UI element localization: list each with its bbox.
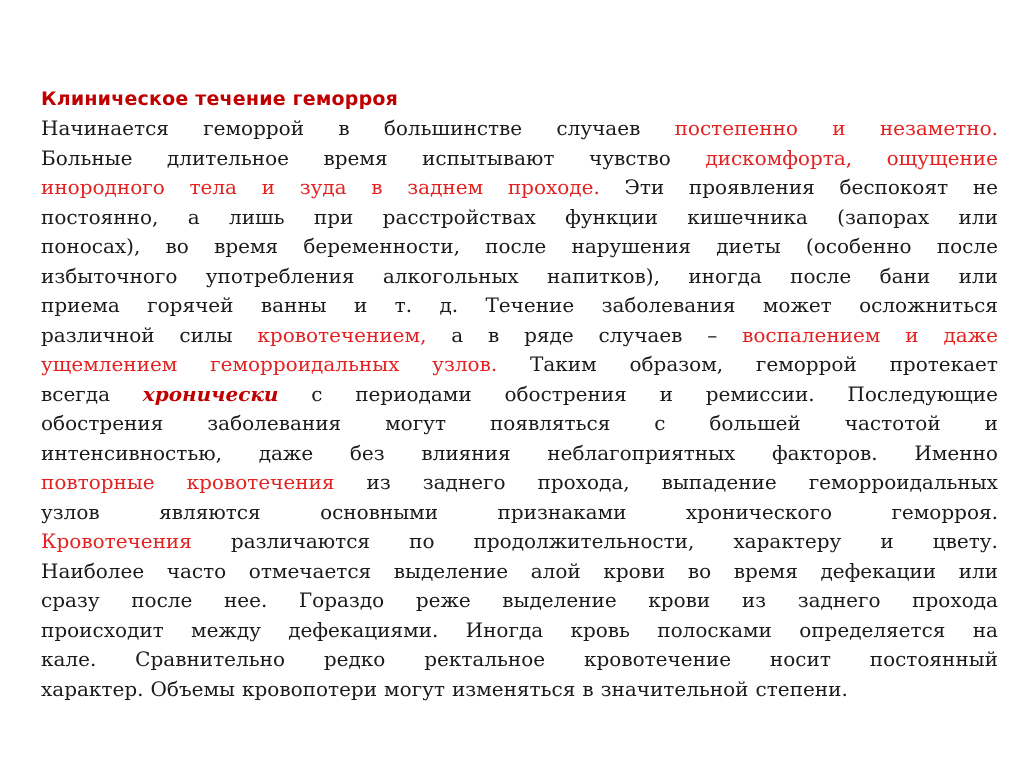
word: после (485, 234, 547, 258)
text-line (41, 380, 998, 410)
word: на (972, 617, 998, 642)
word: с (654, 411, 666, 435)
text-line (41, 232, 998, 262)
word: по (409, 529, 435, 553)
word: д. (439, 293, 459, 317)
highlighted-word: Кровотечения (41, 529, 192, 553)
word: лишь (228, 204, 285, 229)
word: могут (384, 676, 445, 701)
word: беспокоят (839, 175, 949, 199)
word: силы (179, 322, 233, 347)
word: и (659, 381, 673, 406)
word: кровопотери (241, 676, 378, 701)
text-line (41, 498, 998, 528)
word: носит (769, 647, 831, 671)
word: ванны (260, 293, 327, 317)
word: частотой (844, 411, 941, 435)
word: Течение (485, 293, 575, 317)
word: кале. (41, 647, 97, 671)
word: (запорах (837, 204, 930, 229)
word: происходит (41, 617, 164, 642)
word: а (451, 322, 464, 347)
word: цвету. (932, 529, 998, 553)
word: признаками (497, 499, 627, 524)
word: кровотечение (583, 647, 732, 671)
word: а (187, 204, 200, 229)
word: не (972, 175, 998, 199)
word: геморрой (755, 352, 857, 376)
word: Иногда (465, 617, 544, 642)
word: – (707, 322, 718, 347)
word: сразу (41, 588, 100, 612)
highlighted-word: узлов. (432, 352, 498, 376)
word: в (488, 322, 500, 347)
highlighted-word: незаметно. (879, 116, 998, 140)
word: Начинается (41, 116, 169, 140)
word: полосками (657, 617, 772, 642)
word: случаев (556, 116, 641, 140)
word: употребления (205, 263, 355, 288)
word: и (880, 529, 894, 553)
highlighted-word: проходе. (507, 175, 600, 199)
text-line (41, 262, 998, 292)
text-line (41, 616, 998, 646)
highlighted-word: и (832, 116, 846, 140)
word: Наиболее (41, 558, 145, 583)
highlighted-word: постепенно (674, 116, 798, 140)
text-line (41, 350, 998, 380)
word: геморроидальных (808, 470, 998, 494)
word: иногда (688, 263, 762, 288)
word: всегда (41, 381, 111, 406)
word: обострения (41, 411, 164, 435)
highlighted-word: зуда (299, 175, 347, 199)
word: прохода, (537, 470, 630, 494)
word: заболевания (207, 411, 342, 435)
word: и (984, 411, 998, 435)
word: Больные (41, 145, 133, 170)
word: т. (394, 293, 413, 317)
text-line (41, 675, 998, 705)
word: факторов. (772, 440, 878, 465)
highlighted-word: заднем (407, 175, 484, 199)
word: являются (159, 499, 261, 524)
word: прохода (912, 588, 998, 612)
word: дефекации (820, 558, 937, 583)
word: протекает (889, 352, 998, 376)
word: между (191, 617, 261, 642)
word: часто (166, 558, 227, 583)
word: проявления (688, 175, 815, 199)
word: выпадение (661, 470, 777, 494)
word: нее. (223, 588, 268, 612)
word: постоянно, (41, 204, 159, 229)
highlighted-word: и (905, 322, 919, 347)
word: могут (385, 411, 447, 435)
word: кровь (570, 617, 630, 642)
word: длительное (166, 145, 289, 170)
word: или (958, 263, 998, 288)
text-line (41, 586, 998, 616)
highlighted-word: дискомфорта, (705, 145, 853, 170)
highlighted-word: повторные (41, 470, 155, 494)
word: из (366, 470, 391, 494)
word: (особенно (805, 234, 912, 258)
word: при (313, 204, 354, 229)
word: в (338, 116, 350, 140)
word: в (582, 676, 594, 701)
word: ректальное (424, 647, 546, 671)
text-line (41, 173, 998, 203)
highlighted-word: кровотечения (186, 470, 335, 494)
word: чувство (588, 145, 671, 170)
highlighted-word: ощущение (886, 145, 998, 170)
word: время (214, 234, 279, 258)
word: может (762, 293, 832, 317)
word: поносах), (41, 234, 141, 258)
word: напитков), (547, 263, 660, 288)
word: основными (320, 499, 439, 524)
word: отмечается (248, 558, 372, 583)
word: характер. (41, 676, 144, 701)
text-line (41, 645, 998, 675)
word: приема (41, 293, 120, 317)
word: постоянный (869, 647, 998, 671)
word: алой (530, 558, 581, 583)
word: образом, (629, 352, 724, 376)
word: с (311, 381, 323, 406)
word: хронического (685, 499, 832, 524)
highlighted-word: и (261, 175, 275, 199)
word: испытывают (422, 145, 555, 170)
highlighted-word: инородного (41, 175, 165, 199)
word: редко (323, 647, 386, 671)
highlighted-word: тела (189, 175, 237, 199)
word: после (936, 234, 998, 258)
word: диеты (716, 234, 781, 258)
word: значительной (600, 676, 749, 701)
word: даже (258, 440, 314, 465)
word: степени. (755, 676, 848, 701)
word: бани (879, 263, 931, 288)
text-line (41, 144, 998, 174)
word: горячей (147, 293, 234, 317)
word: изменяться (451, 676, 576, 701)
word: и (353, 293, 368, 317)
word: после (131, 588, 193, 612)
word: появляться (489, 411, 611, 435)
word: заболевания (601, 293, 736, 317)
word: выделение (502, 588, 617, 612)
word: узлов (41, 499, 100, 524)
word: беременности, (303, 234, 460, 258)
word: реже (415, 588, 471, 612)
word: периодами (355, 381, 472, 406)
word: большей (709, 411, 801, 435)
highlighted-word: геморроидальных (210, 352, 400, 376)
word: определяется (799, 617, 946, 642)
word: крови (648, 588, 711, 612)
text-line (41, 321, 998, 351)
word: крови (603, 558, 666, 583)
word: нарушения (571, 234, 692, 258)
highlighted-word: даже (943, 322, 998, 347)
word: геморроя. (891, 499, 998, 524)
text-line (41, 468, 998, 498)
word: Таким (530, 352, 597, 376)
word: неблагоприятных (547, 440, 736, 465)
highlighted-word: хронически (142, 381, 279, 406)
word: во (165, 234, 189, 258)
word: различной (41, 322, 155, 347)
word: дефекациями. (288, 617, 439, 642)
highlighted-word: воспалением (742, 322, 881, 347)
text-line (41, 291, 998, 321)
word: характеру (733, 529, 842, 553)
body-paragraph (41, 114, 998, 704)
word: избыточного (41, 263, 178, 288)
highlighted-word: в (371, 175, 383, 199)
text-line (41, 527, 998, 557)
word: заднего (422, 470, 506, 494)
word: различаются (230, 529, 371, 553)
word: обострения (504, 381, 627, 406)
word: ремиссии. (705, 381, 815, 406)
word: Именно (914, 440, 998, 465)
text-line (41, 203, 998, 233)
text-line (41, 114, 998, 144)
word: Эти (624, 175, 665, 199)
word: осложниться (859, 293, 998, 317)
word: интенсивностью, (41, 440, 222, 465)
word: продолжительности, (473, 529, 695, 553)
word: Объемы (150, 676, 235, 701)
highlighted-word: ущемлением (41, 352, 178, 376)
text-line (41, 409, 998, 439)
word: функции (565, 204, 658, 229)
word: или (958, 558, 998, 583)
word: Последующие (847, 381, 998, 406)
word: после (790, 263, 852, 288)
text-line (41, 439, 998, 469)
word: большинстве (383, 116, 523, 140)
word: или (958, 204, 998, 229)
highlighted-word: кровотечением, (257, 322, 427, 347)
word: ряде (524, 322, 574, 347)
word: расстройствах (382, 204, 536, 229)
word: алкогольных (382, 263, 519, 288)
word: во (687, 558, 712, 583)
word: из (741, 588, 767, 612)
word: заднего (797, 588, 881, 612)
word: без (349, 440, 385, 465)
word: влияния (421, 440, 511, 465)
word: время (733, 558, 798, 583)
word: случаев (598, 322, 683, 347)
word: Сравнительно (135, 647, 285, 671)
text-line (41, 557, 998, 587)
word: выделение (393, 558, 509, 583)
word: кишечника (687, 204, 808, 229)
word: Гораздо (298, 588, 385, 612)
word: время (323, 145, 388, 170)
slide-title: Клиническое течение геморроя (41, 88, 399, 110)
word: геморрой (203, 116, 305, 140)
